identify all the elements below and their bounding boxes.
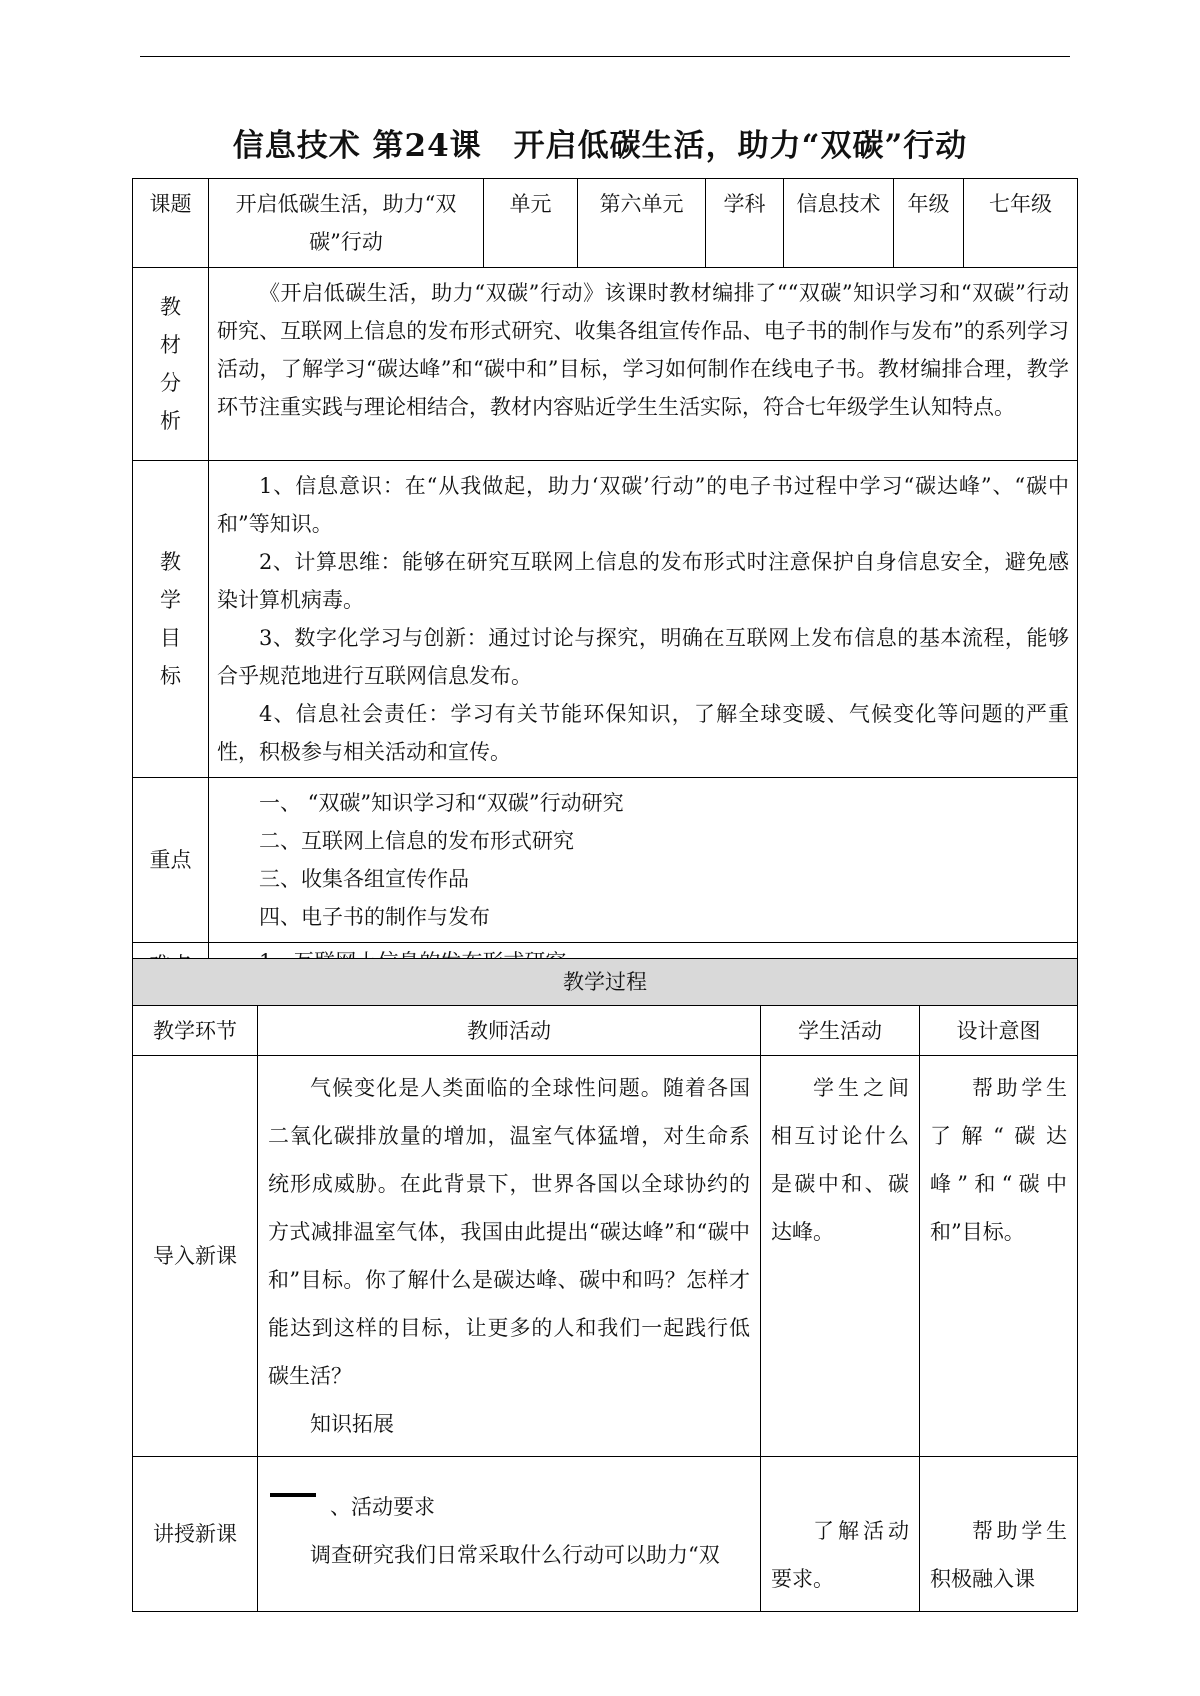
column-header-teacher: 教师活动 xyxy=(258,1006,761,1056)
header-rule xyxy=(140,56,1070,57)
unit-label: 单元 xyxy=(484,179,578,268)
goal-item: 2、计算思维：能够在研究互联网上信息的发布形式时注意保护自身信息安全，避免感染计算机病毒。 xyxy=(217,550,1069,612)
teacher-activity-cell xyxy=(258,1457,761,1612)
goal-item: 4、信息社会责任：学习有关节能环保知识，了解全球变暖、气候变化等问题的严重性，积极参与相关活动和宣传。 xyxy=(217,702,1069,764)
column-header-student: 学生活动 xyxy=(761,1006,920,1056)
design-intent-cell: 帮助学生了解“碳达峰”和“碳中和”目标。 xyxy=(920,1056,1078,1457)
grade-value: 七年级 xyxy=(964,179,1078,268)
key-point-item: 二、互联网上信息的发布形式研究 xyxy=(259,829,574,853)
key-point-item: 一、 “双碳”知识学习和“双碳”行动研究 xyxy=(259,791,624,815)
goals-label: 教学目标 xyxy=(133,461,209,778)
activity-heading xyxy=(268,1483,750,1531)
topic-value: 开启低碳生活，助力“双碳”行动 xyxy=(209,179,484,268)
stage-cell: 讲授新课 xyxy=(133,1457,258,1612)
goal-item: 3、数字化学习与创新：通过讨论与探究，明确在互联网上发布信息的基本流程，能够合乎规范地进行互联网信息发布。 xyxy=(217,626,1069,688)
key-points-label: 重点 xyxy=(133,778,209,943)
activity-heading-text: 、活动要求 xyxy=(330,1495,435,1519)
key-point-item: 三、收集各组宣传作品 xyxy=(259,867,469,891)
topic-label: 课题 xyxy=(133,179,209,268)
key-point-item: 四、电子书的制作与发布 xyxy=(259,905,490,929)
column-header-intent: 设计意图 xyxy=(920,1006,1078,1056)
goals-list xyxy=(209,461,1078,778)
student-activity-cell: 了解活动要求。 xyxy=(761,1457,920,1612)
subject-value: 信息技术 xyxy=(784,179,894,268)
stage-cell: 导入新课 xyxy=(133,1056,258,1457)
key-points-list xyxy=(209,778,1078,943)
subject-label: 学科 xyxy=(706,179,784,268)
process-header: 教学过程 xyxy=(133,959,1078,1006)
teaching-process-table xyxy=(132,958,1078,1612)
grade-label: 年级 xyxy=(894,179,964,268)
student-activity-cell: 学生之间相互讨论什么是碳中和、碳达峰。 xyxy=(761,1056,920,1457)
goal-item: 1、信息意识：在“从我做起，助力‘双碳’行动”的电子书过程中学习“碳达峰”、“碳中和”等知识。 xyxy=(217,474,1069,536)
teacher-activity-text: 气候变化是人类面临的全球性问题。随着各国二氧化碳排放量的增加，温室气体猛增，对生命系统形成威胁。在此背景下，世界各国以全球协约的方式减排温室气体，我国由此提出“碳达峰”和“碳中和”目标。你了解什么是碳达峰、碳中和吗？怎样才能达到这样的目标，让更多的人和我们一起践行低碳生活？ xyxy=(268,1076,750,1388)
analysis-text: 《开启低碳生活，助力“双碳”行动》该课时教材编排了““双碳”知识学习和“双碳”行动研究、互联网上信息的发布形式研究、收集各组宣传作品、电子书的制作与发布”的系列学习活动，了解学习“碳达峰”和“碳中和”目标，学习如何制作在线电子书。教材编排合理，教学环节注重实践与理论相结合，教材内容贴近学生生活实际，符合七年级学生认知特点。 xyxy=(209,268,1078,461)
design-intent-cell: 帮助学生积极融入课 xyxy=(920,1457,1078,1612)
column-header-stage: 教学环节 xyxy=(133,1006,258,1056)
lesson-info-table xyxy=(132,178,1078,987)
teacher-activity-cell xyxy=(258,1056,761,1457)
page-title: 信息技术 第24课 开启低碳生活，助力“双碳”行动 xyxy=(232,128,968,164)
teacher-activity-text: 调查研究我们日常采取什么行动可以助力“双 xyxy=(310,1543,720,1567)
unit-value: 第六单元 xyxy=(578,179,706,268)
heading-number-mark xyxy=(270,1493,316,1497)
teacher-activity-extra: 知识拓展 xyxy=(310,1412,394,1436)
analysis-label: 教材分析 xyxy=(133,268,209,461)
